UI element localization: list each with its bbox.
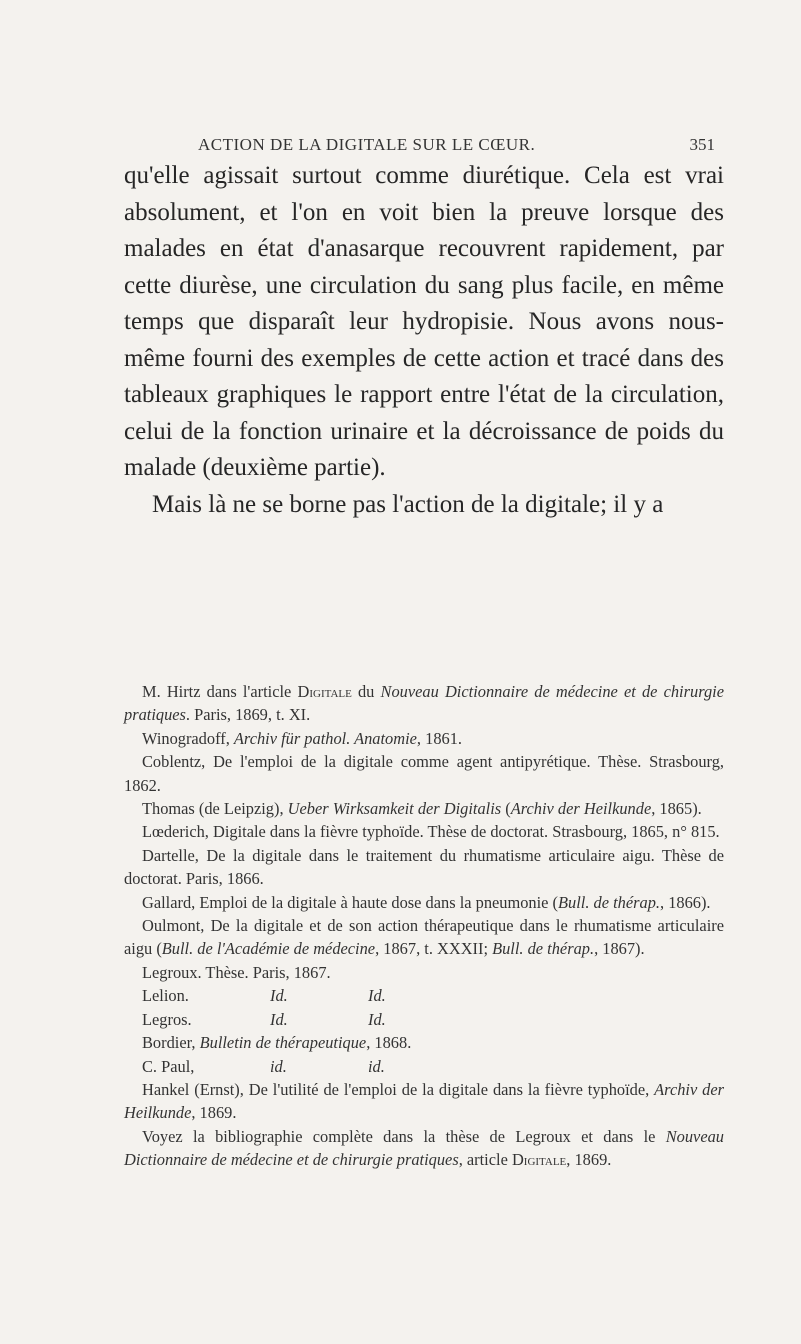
running-title: ACTION DE LA DIGITALE SUR LE CŒUR. xyxy=(198,135,536,154)
reference-entry: M. Hirtz dans l'article Digitale du Nouveau Dictionnaire de médecine et de chirurgie pratiques. Paris, 1869, t. XI. xyxy=(124,682,724,725)
reference-entry: Gallard, Emploi de la digitale à haute dose dans la pneumonie (Bull. de thérap., 1866). xyxy=(142,892,711,912)
reference-entry: Dartelle, De la digitale dans le traitement du rhumatisme articulaire aigu. Thèse de doctorat. Paris, 1866. xyxy=(124,845,724,889)
body-text xyxy=(124,158,724,523)
paragraph: qu'elle agissait surtout comme diurétique. Cela est vrai absolument, et l'on en voit bien la preuve lorsque des malades en état d'anasarque recouvrent rapidement, par cette diurèse, une circulation du sang plus facile, en même temps que disparaît leur hydropisie. Nous avons nous-même fourni des exemples de cette action et tracé dans des tableaux graphiques le rapport entre l'état de la circulation, celui de la fonction urinaire et la décroissance de poids du malade (deuxième partie). xyxy=(124,162,724,481)
reference-entry: Lœderich, Digitale dans la fièvre typhoïde. Thèse de doctorat. Strasbourg, 1865, n° 815. xyxy=(142,822,720,842)
reference-entry: Hankel (Ernst), De l'utilité de l'emploi de la digitale dans la fièvre typhoïde, Archiv der Heilkunde, 1869. xyxy=(124,1079,724,1123)
reference-entry: Oulmont, De la digitale et de son action thérapeutique dans le rhumatisme articulaire aigu (Bull. de l'Académie de médecine, 1867, t. XXXII; Bull. de thérap., 1867). xyxy=(124,916,724,959)
reference-entry: Winogradoff, Archiv für pathol. Anatomie, 1861. xyxy=(142,728,462,748)
page-header xyxy=(0,135,801,159)
reference-entry: Thomas (de Leipzig), Ueber Wirksamkeit der Digitalis (Archiv der Heilkunde, 1865). xyxy=(142,799,702,819)
reference-entry: C. Paul, id. id. xyxy=(142,1056,385,1076)
reference-entry: Bordier, Bulletin de thérapeutique, 1868. xyxy=(142,1033,412,1053)
reference-entry: Legroux. Thèse. Paris, 1867. xyxy=(142,962,331,982)
reference-entry: Voyez la bibliographie complète dans la thèse de Legroux et dans le Nouveau Dictionnaire de médecine et de chirurgie pratiques, article Digitale, 1869. xyxy=(124,1126,724,1170)
reference-entry: Coblentz, De l'emploi de la digitale comme agent antipyrétique. Thèse. Strasbourg, 1862. xyxy=(124,752,724,795)
paragraph: Mais là ne se borne pas l'action de la digitale; il y a xyxy=(152,490,664,518)
bibliography xyxy=(124,680,724,1172)
reference-entry: Lelion. Id. Id. xyxy=(142,986,386,1006)
page-number: 351 xyxy=(689,135,715,154)
reference-entry: Legros. Id. Id. xyxy=(142,1009,386,1029)
